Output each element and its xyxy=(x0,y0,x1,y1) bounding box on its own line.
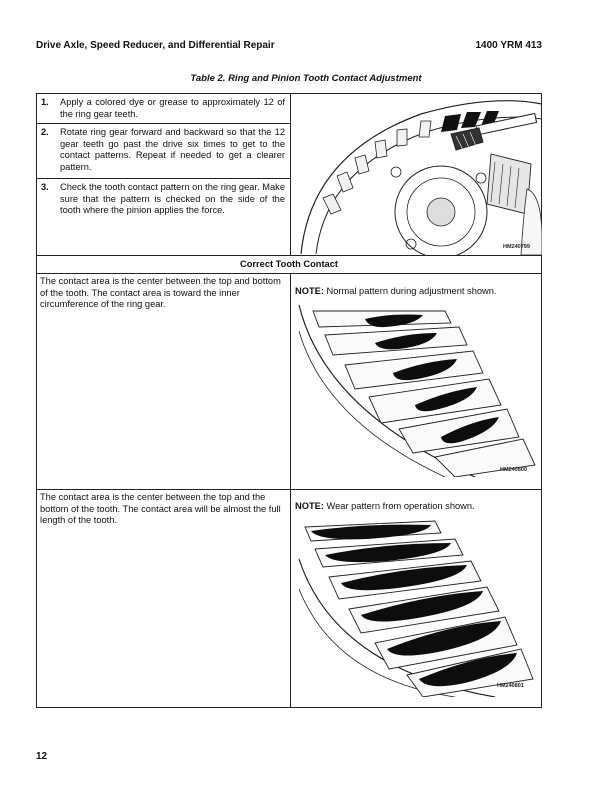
dye-application-illustration xyxy=(291,94,542,255)
step-3 xyxy=(37,179,289,217)
normal-pattern-illustration xyxy=(295,301,541,477)
figure-note xyxy=(295,501,475,511)
step-text: Rotate ring gear forward and backward so that the 12 gear teeth go past the drive six times to get to the contact patterns. Repeat if needed to get a clearer pattern. xyxy=(60,127,285,172)
section-subheading: Correct Tooth Contact xyxy=(240,259,338,269)
column-divider xyxy=(290,273,291,707)
step-number: 1. xyxy=(41,97,49,107)
table-caption: Table 2. Ring and Pinion Tooth Contact Adjustment xyxy=(190,73,422,84)
note-label: NOTE: xyxy=(295,501,324,511)
step-text: Check the tooth contact pattern on the ring gear. Make sure that the pattern is checked on the side of the tooth where the pinion applies the force. xyxy=(60,182,285,216)
running-header-doc-number: 1400 YRM 413 xyxy=(475,40,542,51)
step-2 xyxy=(37,124,289,173)
running-header-title: Drive Axle, Speed Reducer, and Differential Repair xyxy=(36,40,275,51)
figure-note xyxy=(295,286,497,296)
table-divider xyxy=(37,273,541,274)
step-number: 2. xyxy=(41,127,49,137)
note-text: Normal pattern during adjustment shown. xyxy=(323,286,497,296)
step-1 xyxy=(37,94,289,120)
note-label: NOTE: xyxy=(295,286,324,296)
figure-id: HM240799 xyxy=(503,244,530,250)
figure-id: HM240801 xyxy=(497,683,524,689)
table-divider xyxy=(37,489,541,490)
procedure-steps xyxy=(37,94,291,255)
contact-description: The contact area is the center between the top and the bottom of the tooth. The contact area will be almost the full length of the tooth. xyxy=(40,492,281,526)
step-text: Apply a colored dye or grease to approximately 12 of the ring gear teeth. xyxy=(60,97,285,119)
contact-adjustment-table xyxy=(36,93,542,708)
page-number: 12 xyxy=(36,751,48,762)
contact-description: The contact area is the center between the top and bottom of the tooth. The contact area is toward the inner circumference of the ring gear. xyxy=(40,276,281,310)
step-number: 3. xyxy=(41,182,49,192)
figure-id: HM240800 xyxy=(500,467,527,473)
wear-pattern-illustration xyxy=(295,519,541,697)
note-text: Wear pattern from operation shown. xyxy=(323,501,475,511)
